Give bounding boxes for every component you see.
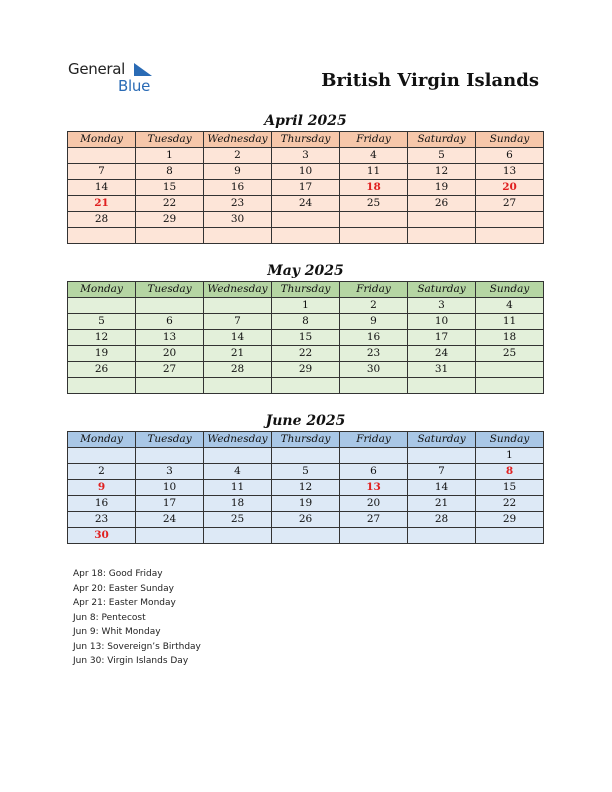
day-cell: 15	[476, 480, 544, 496]
empty-day-cell	[136, 228, 204, 244]
day-cell: 26	[408, 196, 476, 212]
week-row	[68, 346, 544, 362]
day-cell: 8	[136, 164, 204, 180]
empty-day-cell	[340, 212, 408, 228]
weekday-header: Tuesday	[136, 132, 204, 148]
empty-day-cell	[68, 448, 136, 464]
empty-day-cell	[68, 228, 136, 244]
day-cell: 13	[136, 330, 204, 346]
logo-triangle-icon	[134, 63, 153, 77]
empty-day-cell	[204, 448, 272, 464]
week-row	[68, 448, 544, 464]
month-june	[67, 411, 544, 544]
day-cell: 3	[136, 464, 204, 480]
weekday-header: Thursday	[272, 132, 340, 148]
empty-day-cell	[272, 528, 340, 544]
day-cell: 11	[340, 164, 408, 180]
day-cell: 17	[272, 180, 340, 196]
week-row	[68, 480, 544, 496]
day-cell: 10	[136, 480, 204, 496]
day-cell: 20	[340, 496, 408, 512]
day-cell: 9	[340, 314, 408, 330]
day-cell: 27	[476, 196, 544, 212]
day-cell: 21	[408, 496, 476, 512]
day-cell: 4	[204, 464, 272, 480]
weekday-header: Sunday	[476, 432, 544, 448]
day-cell: 20	[476, 180, 544, 196]
day-cell: 25	[476, 346, 544, 362]
month-april	[67, 111, 544, 244]
country-title: British Virgin Islands	[321, 70, 539, 91]
day-cell: 2	[340, 298, 408, 314]
day-cell: 29	[272, 362, 340, 378]
empty-day-cell	[476, 362, 544, 378]
day-cell: 18	[204, 496, 272, 512]
day-cell: 25	[204, 512, 272, 528]
empty-day-cell	[204, 528, 272, 544]
weekday-header: Tuesday	[136, 282, 204, 298]
empty-day-cell	[340, 448, 408, 464]
weekday-header: Wednesday	[204, 132, 272, 148]
week-row	[68, 196, 544, 212]
weekday-header-row	[68, 282, 544, 298]
day-cell: 22	[476, 496, 544, 512]
weekday-header: Monday	[68, 132, 136, 148]
empty-day-cell	[68, 378, 136, 394]
empty-day-cell	[476, 228, 544, 244]
day-cell: 9	[204, 164, 272, 180]
month-may	[67, 261, 544, 394]
day-cell: 24	[408, 346, 476, 362]
day-cell: 22	[136, 196, 204, 212]
empty-day-cell	[204, 378, 272, 394]
day-cell: 30	[340, 362, 408, 378]
day-cell: 8	[476, 464, 544, 480]
day-cell: 29	[136, 212, 204, 228]
empty-day-cell	[136, 448, 204, 464]
day-cell: 25	[340, 196, 408, 212]
weekday-header: Monday	[68, 432, 136, 448]
empty-day-cell	[408, 212, 476, 228]
weekday-header: Wednesday	[204, 432, 272, 448]
day-cell: 9	[68, 480, 136, 496]
day-cell: 12	[408, 164, 476, 180]
empty-day-cell	[476, 212, 544, 228]
empty-day-cell	[476, 528, 544, 544]
weekday-header: Tuesday	[136, 432, 204, 448]
month-title: May 2025	[267, 263, 344, 279]
day-cell: 17	[408, 330, 476, 346]
day-cell: 28	[68, 212, 136, 228]
day-cell: 19	[408, 180, 476, 196]
day-cell: 14	[68, 180, 136, 196]
day-cell: 16	[340, 330, 408, 346]
day-cell: 29	[476, 512, 544, 528]
day-cell: 12	[68, 330, 136, 346]
weekday-header: Thursday	[272, 282, 340, 298]
holiday-item: Apr 20: Easter Sunday	[73, 583, 174, 594]
day-cell: 28	[204, 362, 272, 378]
day-cell: 16	[204, 180, 272, 196]
day-cell: 23	[340, 346, 408, 362]
day-cell: 1	[136, 148, 204, 164]
empty-day-cell	[204, 298, 272, 314]
week-row	[68, 148, 544, 164]
day-cell: 7	[408, 464, 476, 480]
empty-day-cell	[272, 378, 340, 394]
empty-day-cell	[408, 228, 476, 244]
empty-day-cell	[204, 228, 272, 244]
day-cell: 19	[272, 496, 340, 512]
weekday-header-row	[68, 432, 544, 448]
day-cell: 14	[408, 480, 476, 496]
week-row	[68, 362, 544, 378]
weekday-header: Saturday	[408, 282, 476, 298]
day-cell: 23	[68, 512, 136, 528]
day-cell: 12	[272, 480, 340, 496]
weekday-header: Sunday	[476, 282, 544, 298]
weekday-header: Saturday	[408, 432, 476, 448]
day-cell: 6	[340, 464, 408, 480]
day-cell: 21	[68, 196, 136, 212]
day-cell: 2	[204, 148, 272, 164]
empty-day-cell	[476, 378, 544, 394]
week-row	[68, 512, 544, 528]
empty-day-cell	[340, 378, 408, 394]
week-row	[68, 298, 544, 314]
day-cell: 18	[340, 180, 408, 196]
day-cell: 20	[136, 346, 204, 362]
day-cell: 27	[340, 512, 408, 528]
week-row	[68, 164, 544, 180]
weekday-header-row	[68, 132, 544, 148]
holiday-item: Jun 13: Sovereign’s Birthday	[73, 641, 201, 652]
week-row	[68, 212, 544, 228]
weekday-header: Thursday	[272, 432, 340, 448]
weekday-header: Sunday	[476, 132, 544, 148]
empty-day-cell	[408, 378, 476, 394]
day-cell: 24	[272, 196, 340, 212]
day-cell: 11	[204, 480, 272, 496]
day-cell: 30	[204, 212, 272, 228]
empty-day-cell	[272, 212, 340, 228]
day-cell: 1	[272, 298, 340, 314]
week-row	[68, 330, 544, 346]
week-row	[68, 464, 544, 480]
week-row	[68, 228, 544, 244]
day-cell: 11	[476, 314, 544, 330]
logo-word-blue: Blue	[118, 77, 150, 95]
empty-day-cell	[408, 528, 476, 544]
day-cell: 23	[204, 196, 272, 212]
day-cell: 2	[68, 464, 136, 480]
empty-day-cell	[408, 448, 476, 464]
empty-day-cell	[340, 528, 408, 544]
day-cell: 5	[408, 148, 476, 164]
day-cell: 7	[68, 164, 136, 180]
empty-day-cell	[272, 228, 340, 244]
day-cell: 10	[272, 164, 340, 180]
day-cell: 4	[476, 298, 544, 314]
day-cell: 5	[68, 314, 136, 330]
empty-day-cell	[68, 148, 136, 164]
day-cell: 19	[68, 346, 136, 362]
calendar-table	[67, 431, 544, 544]
week-row	[68, 528, 544, 544]
day-cell: 31	[408, 362, 476, 378]
day-cell: 7	[204, 314, 272, 330]
day-cell: 15	[136, 180, 204, 196]
weekday-header: Saturday	[408, 132, 476, 148]
week-row	[68, 314, 544, 330]
day-cell: 22	[272, 346, 340, 362]
empty-day-cell	[272, 448, 340, 464]
holiday-item: Jun 30: Virgin Islands Day	[73, 656, 189, 666]
day-cell: 15	[272, 330, 340, 346]
day-cell: 27	[136, 362, 204, 378]
empty-day-cell	[340, 228, 408, 244]
day-cell: 5	[272, 464, 340, 480]
day-cell: 4	[340, 148, 408, 164]
day-cell: 3	[272, 148, 340, 164]
holiday-item: Apr 18: Good Friday	[73, 569, 163, 579]
day-cell: 3	[408, 298, 476, 314]
day-cell: 17	[136, 496, 204, 512]
holiday-item: Jun 9: Whit Monday	[73, 627, 161, 637]
day-cell: 28	[408, 512, 476, 528]
empty-day-cell	[136, 298, 204, 314]
weekday-header: Monday	[68, 282, 136, 298]
calendar-table	[67, 281, 544, 394]
holiday-item: Jun 8: Pentecost	[73, 612, 146, 623]
empty-day-cell	[136, 528, 204, 544]
day-cell: 6	[476, 148, 544, 164]
day-cell: 26	[272, 512, 340, 528]
calendar-table	[67, 131, 544, 244]
day-cell: 30	[68, 528, 136, 544]
week-row	[68, 496, 544, 512]
weekday-header: Friday	[340, 132, 408, 148]
day-cell: 21	[204, 346, 272, 362]
day-cell: 8	[272, 314, 340, 330]
logo-word-general: General	[68, 60, 126, 78]
day-cell: 16	[68, 496, 136, 512]
weekday-header: Wednesday	[204, 282, 272, 298]
empty-day-cell	[136, 378, 204, 394]
day-cell: 13	[340, 480, 408, 496]
generalblue-logo	[68, 60, 168, 96]
day-cell: 18	[476, 330, 544, 346]
day-cell: 1	[476, 448, 544, 464]
weekday-header: Friday	[340, 282, 408, 298]
holiday-list	[73, 567, 201, 669]
weekday-header: Friday	[340, 432, 408, 448]
week-row	[68, 378, 544, 394]
month-title: April 2025	[264, 113, 347, 129]
day-cell: 14	[204, 330, 272, 346]
holiday-item: Apr 21: Easter Monday	[73, 598, 176, 608]
day-cell: 24	[136, 512, 204, 528]
empty-day-cell	[68, 298, 136, 314]
day-cell: 6	[136, 314, 204, 330]
week-row	[68, 180, 544, 196]
day-cell: 10	[408, 314, 476, 330]
day-cell: 26	[68, 362, 136, 378]
month-title: June 2025	[265, 413, 346, 429]
day-cell: 13	[476, 164, 544, 180]
